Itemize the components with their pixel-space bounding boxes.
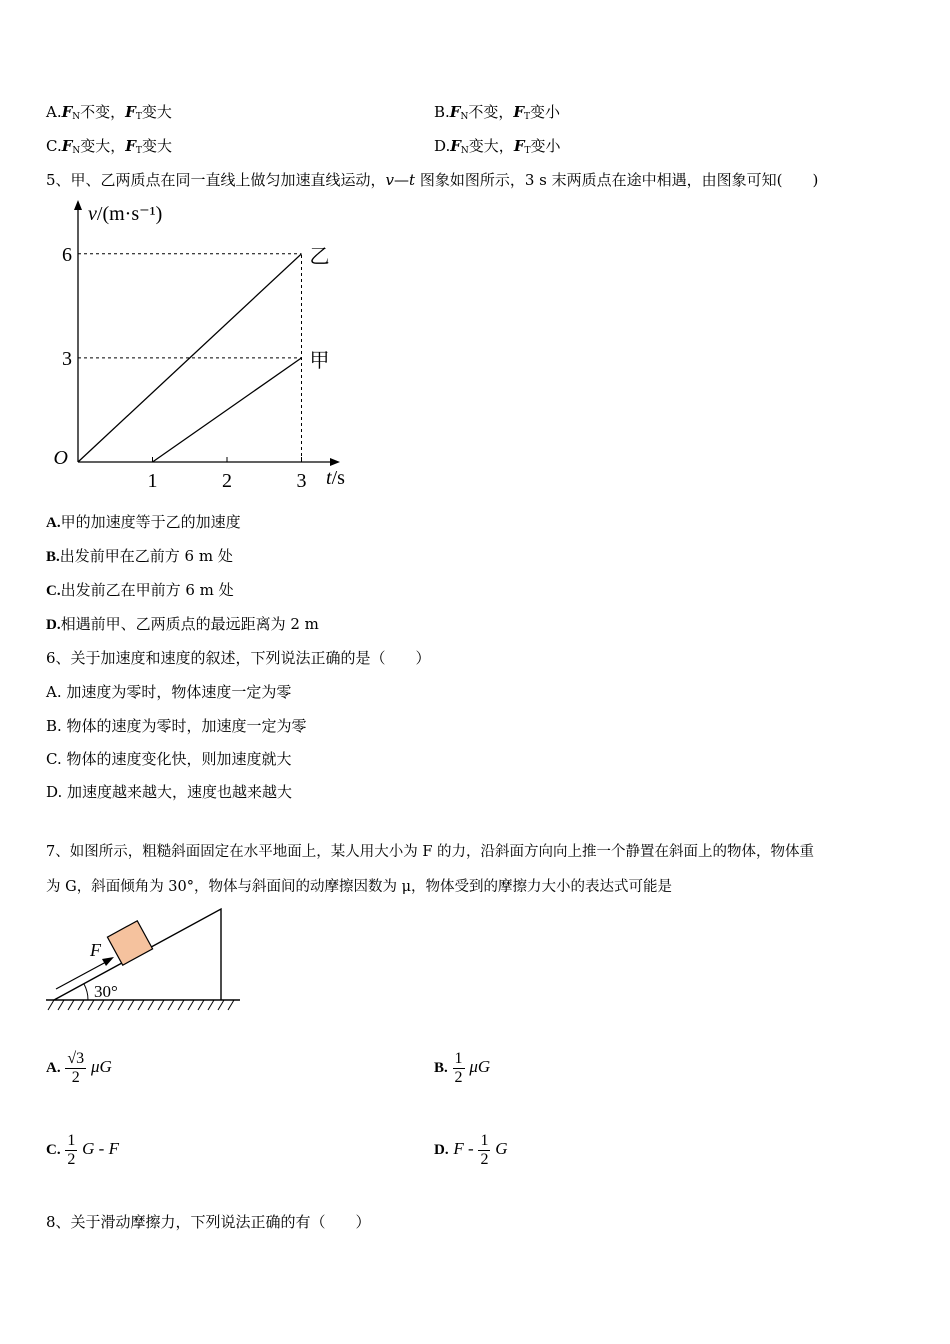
q4-option-c: $C.F_N$变大，$F_T$变大 [46, 137, 172, 156]
fraction: $\frac{√3}{2}$ [67, 1049, 85, 1086]
fraction: $\frac{1}{2}$ [67, 1131, 76, 1168]
vt-series [78, 254, 302, 462]
q8-stem: 8、关于滑动摩擦力，下列说法正确的有（ ） [46, 1213, 371, 1231]
block [107, 921, 152, 965]
q4-option-d: $D.F_N$变大，$F_T$变小 [434, 137, 561, 156]
q4-option-a: $A.F_N$不变，$F_T$变大 [46, 103, 172, 122]
incline-figure [40, 903, 250, 1015]
series-line-0 [78, 254, 302, 462]
angle-label: 30° [94, 982, 118, 1001]
y-axis-label: v/(m·s⁻¹) [88, 203, 163, 225]
q5-option-d: D.相遇前甲、乙两质点的最远距离为 2 m [46, 615, 319, 633]
series-label-1: 甲 [309, 349, 330, 372]
y-tick-label-1: 6 [62, 243, 72, 266]
q7-option-c: C. $\frac{1}{2}$ G - F [46, 1131, 119, 1168]
ground-hatching [46, 1000, 240, 1010]
y-axis-arrow [74, 200, 82, 210]
q7-stem-line1: 7、如图所示，粗糙斜面固定在水平地面上，某人用大小为 F 的力，沿斜面方向向上推一个静置在斜面上的物体，物体重 [46, 844, 814, 860]
x-axis-label: t/s [326, 467, 345, 489]
vt-axes [74, 200, 340, 466]
q7-stem-line2: 为 G，斜面倾角为 30°，物体与斜面间的动摩擦因数为 μ，物体受到的摩擦力大小的表达式可能是 [46, 879, 673, 895]
angle-arc [84, 984, 88, 1000]
vt-graph [40, 196, 360, 496]
x-tick-label-2: 3 [296, 470, 307, 492]
fraction: $\frac{1}{2}$ [480, 1131, 489, 1168]
q6-option-d: D. 加速度越来越大，速度也越来越大 [46, 783, 293, 801]
q5-option-b: B.出发前甲在乙前方 6 m 处 [46, 547, 233, 565]
q4-option-b: $B.F_N$不变，$F_T$变小 [434, 103, 561, 122]
q7-option-a: A. $\frac{√3}{2}$ μG [46, 1049, 112, 1086]
fraction: $\frac{1}{2}$ [454, 1049, 463, 1086]
q5-option-c: C.出发前乙在甲前方 6 m 处 [46, 581, 234, 599]
q6-option-a: A. 加速度为零时，物体速度一定为零 [46, 683, 292, 701]
q6-stem: 6、关于加速度和速度的叙述，下列说法正确的是（ ） [46, 649, 431, 667]
q5-stem: 5、甲、乙两质点在同一直线上做匀加速直线运动，v—t 图象如图所示，3 s 末两质点在途中相遇，由图象可知( ) [46, 171, 819, 189]
series-line-1 [153, 358, 302, 462]
origin-label: O [53, 447, 68, 469]
force-label: F [90, 940, 101, 960]
q5-option-a: A.甲的加速度等于乙的加速度 [46, 513, 241, 531]
series-label-0: 乙 [309, 245, 330, 268]
q7-option-b: B. $\frac{1}{2}$ μG [434, 1049, 491, 1086]
q7-option-d: D. F - $\frac{1}{2}$ G [434, 1131, 508, 1168]
x-tick-label-0: 1 [147, 470, 158, 492]
q6-option-b: B. 物体的速度为零时，加速度一定为零 [46, 717, 307, 735]
y-tick-label-0: 3 [62, 347, 72, 370]
q6-option-c: C. 物体的速度变化快，则加速度就大 [46, 750, 292, 768]
x-tick-label-1: 2 [222, 470, 232, 492]
x-axis-arrow [330, 458, 340, 466]
force-arrowhead [102, 957, 114, 966]
